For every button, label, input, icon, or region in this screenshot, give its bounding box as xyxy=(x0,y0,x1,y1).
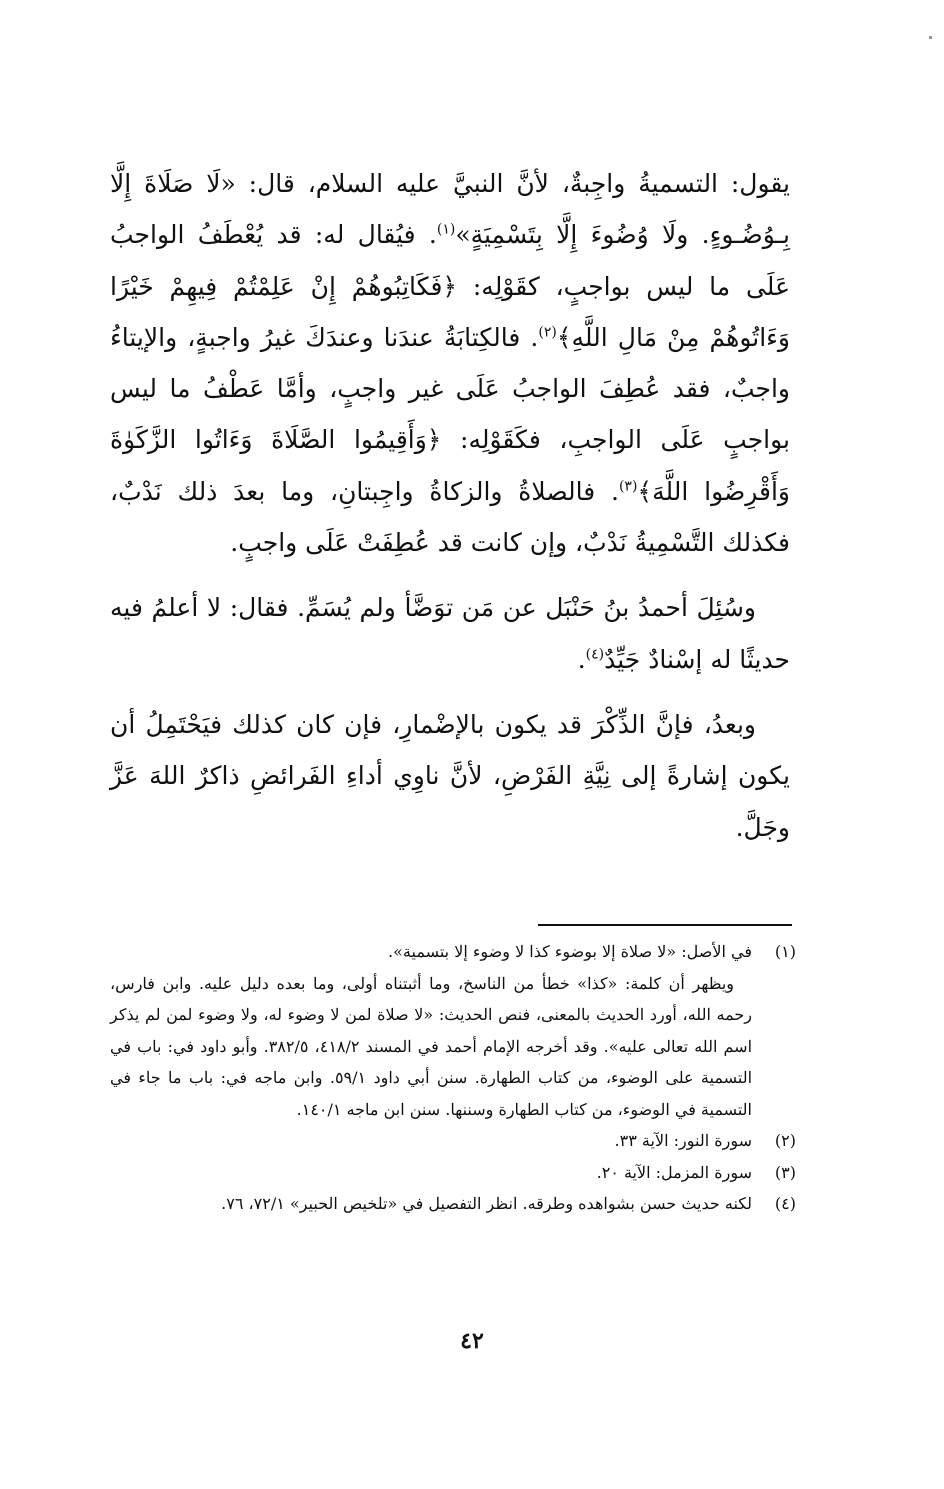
footnote-1-continuation: ويظهر أن كلمة: «كذا» خطأ من الناسخ، وما أثبتناه أولى، وما بعده دليل عليه. وابن فارس، رحمه الله، أورد الحديث بالمعنى، فنص الحديث: «لا صلاة لمن لا وضوء له، ولا وضوء لمن لم يذكر اسم الله تعالى عليه». وقد أخرجه الإمام أحمد في المسند ٤١٨/٢، ٣٨٢/٥. وأبو داود في: باب في التسمية على الوضوء، من كتاب الطهارة. سنن أبي داود ٥٩/١. وابن ماجه في: باب ما جاء في التسمية في الوضوء، من كتاب الطهارة وسننها. سنن ابن ماجه ١٤٠/١. xyxy=(110,973,753,1119)
footnote-ref-1[interactable]: (١) xyxy=(436,221,456,238)
paragraph-2-text: وسُئِلَ أحمدُ بنُ حَنْبَل عن مَن توَضَّأ ولم يُسَمِّ. فقال: لا أعلمُ فيه حديثًا له إسْنادٌ جَيِّدٌ xyxy=(110,593,790,674)
main-text xyxy=(110,158,790,867)
paragraph-1-text-c: . فالكِتابَةُ عندَنا وعندَكَ غيرُ واجبةٍ، والإيتاءُ واجبٌ، فقد عُطِفَ الواجبُ عَلَى غير واجبٍ، وأمَّا عَطْفُ ما ليس بواجبٍ عَلَى الواجبِ، فكَقَوْلِه: ﴿وَأَقِيمُوا الصَّلَاةَ وَءَاتُوا الزَّكَوٰةَ وَأَقْرِضُوا اللَّهَ﴾ xyxy=(110,322,790,506)
footnote-text: سورة النور: الآية ٣٣. xyxy=(614,1131,752,1150)
footnote-number: (١) xyxy=(774,942,796,961)
footnotes xyxy=(110,936,796,1220)
footnote-ref-3[interactable]: (٣) xyxy=(618,478,638,495)
paragraph-2-end: . xyxy=(577,644,586,674)
footnote-text: سورة المزمل: الآية ٢٠. xyxy=(596,1162,752,1182)
footnote-number: (٣) xyxy=(774,1162,796,1182)
page-number: ٤٢ xyxy=(460,1328,484,1354)
paragraph-1-text-a: يقول: التسميةُ واجِبةٌ، لأنَّ النبيَّ عليه السلام، قال: «لَا صَلَاةَ إِلَّا بِـوُضُـوءٍ. ولَا وُضُوءَ إِلَّا بِتَسْمِيَةٍ» xyxy=(110,169,790,250)
paragraph-1-text-d: . فالصلاةُ والزكاةُ واجِبتانِ، وما بعدَ ذلك نَدْبٌ، فكذلك التَّسْمِيةُ نَدْبٌ، وإن كانت قد عُطِفَتْ عَلَى واجبٍ. xyxy=(110,476,790,558)
paragraph-1 xyxy=(110,158,790,568)
footnote-2 xyxy=(110,1125,796,1157)
footnote-1 xyxy=(110,936,796,968)
footnote-text: في الأصل: «لا صلاة إلا بوضوء كذا لا وضوء إلا بتسمية». xyxy=(388,942,752,961)
footnote-ref-2[interactable]: (٢) xyxy=(538,324,557,341)
footnote-number: (٤) xyxy=(774,1194,796,1213)
paragraph-2 xyxy=(110,582,790,685)
footnote-text: لكنه حديث حسن بشواهده وطرقه. انظر التفصيل في «تلخيص الحبير» ٧٢/١، ٧٦. xyxy=(221,1194,752,1213)
paragraph-3: وبعدُ، فإنَّ الذِّكْرَ قد يكون بالإضْمارِ، فإن كان كذلك فيَحْتَمِلُ أن يكون إشارةً إلى نِيَّةِ الفَرْضِ، لأنَّ ناوِي أداءِ الفَرائضِ ذاكرٌ اللهَ عَزَّ وجَلَّ. xyxy=(110,709,790,842)
footnote-4 xyxy=(110,1188,796,1220)
footnote-number: (٢) xyxy=(774,1131,796,1150)
footnote-ref-4[interactable]: (٤) xyxy=(585,646,605,663)
scan-speck xyxy=(929,36,932,39)
footnote-3 xyxy=(110,1157,796,1189)
footnote-separator xyxy=(538,924,792,926)
paragraph-1-text-b: . فيُقال له: قد يُعْطَفُ الواجبُ عَلَى ما ليس بواجبٍ، كقَوْلِه: ﴿فَكَاتِبُوهُمْ إِنْ عَلِمْتُمْ فِيهِمْ خَيْرًا وَءَاتُوهُمْ مِنْ مَالِ اللَّهِ﴾ xyxy=(110,220,790,352)
